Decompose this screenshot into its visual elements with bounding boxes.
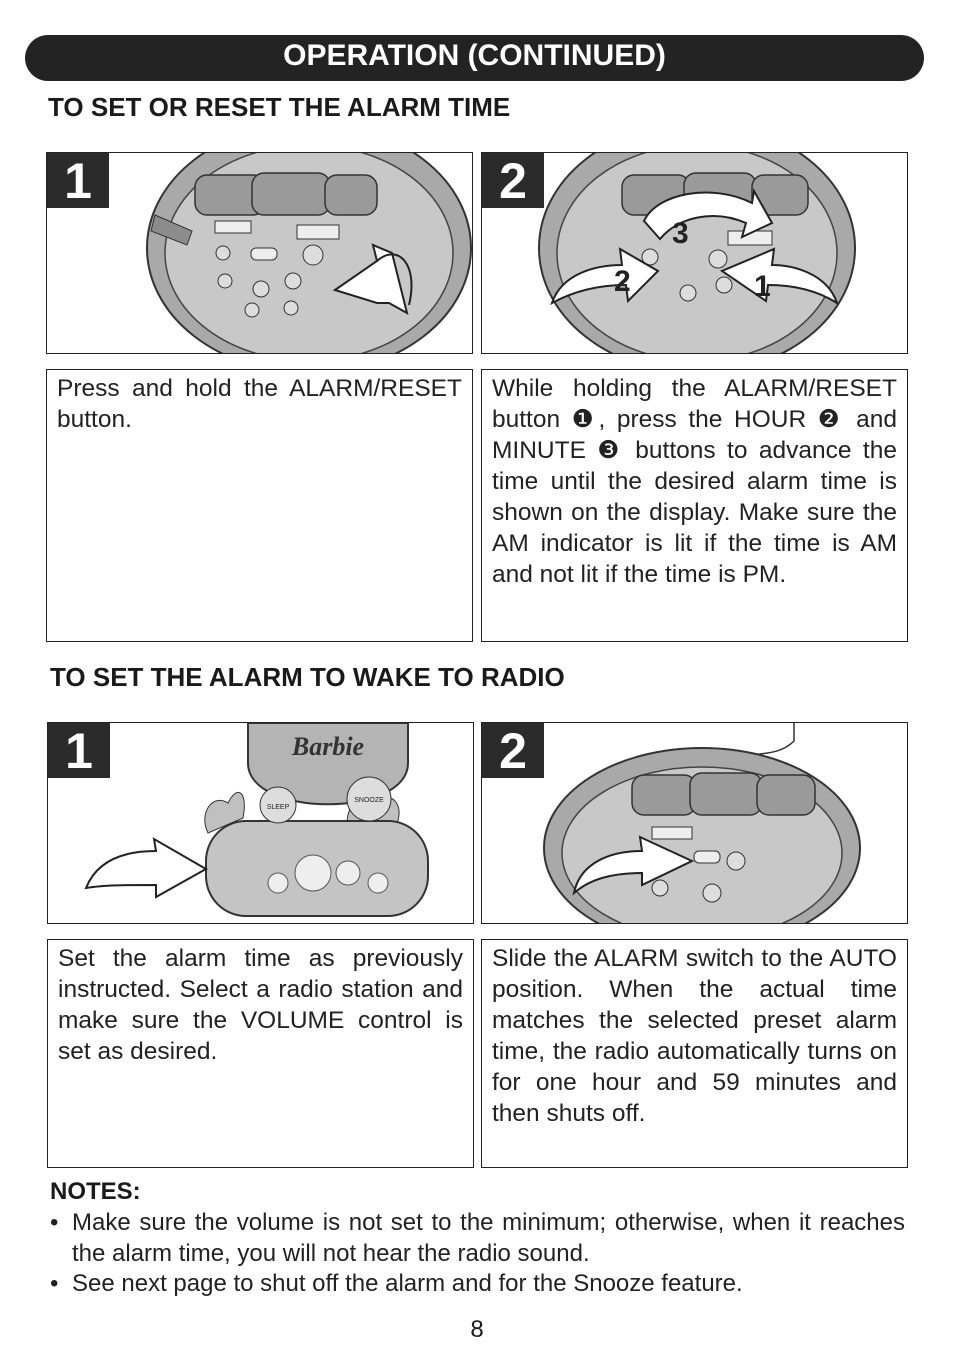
step-illustration-wake-radio-1 [47,722,474,924]
callout-number-3: 3 [672,217,689,250]
clock-radio-alarm-switch-illustration [482,723,908,924]
step-illustration-set-alarm-1 [46,152,473,354]
callout-number-1: 1 [754,270,771,303]
step-instruction-text: Set the alarm time as previously instructed. Select a radio station and make sure the VOLUME control is set as desired. [47,939,474,1168]
sleep-button-label: SLEEP [266,804,290,811]
snooze-button-label: SNOOZE [354,797,384,804]
step-number: 1 [47,153,109,208]
section-banner: OPERATION (CONTINUED) [25,35,924,81]
step-instruction-text: Slide the ALARM switch to the AUTO position. When the actual time matches the selected preset alarm time, the radio automatically turns on for one hour and 59 minutes and then shuts off. [481,939,908,1168]
clock-radio-back-arrows-illustration [482,153,908,354]
step-number: 1 [48,723,110,778]
step-number: 2 [482,723,544,778]
step-instruction-text: Press and hold the ALARM/RESET button. [46,369,473,642]
note-item [50,1207,905,1269]
note-text: See next page to shut off the alarm and for the Snooze feature. [72,1270,743,1297]
step-illustration-set-alarm-2 [481,152,908,354]
clock-radio-back-illustration [47,153,473,354]
notes-heading: NOTES: [50,1178,141,1205]
callout-number-2: 2 [614,265,631,298]
clock-radio-front-illustration [48,723,474,924]
step-illustration-wake-radio-2 [481,722,908,924]
note-item [50,1268,905,1299]
section-title-alarm-time: TO SET OR RESET THE ALARM TIME [48,92,511,122]
step-number: 2 [482,153,544,208]
page-number: 8 [470,1316,484,1343]
bullet-icon: • [50,1270,59,1297]
note-text: Make sure the volume is not set to the minimum; otherwise, when it reaches the alarm time, you will not hear the radio sound. [72,1209,905,1267]
barbie-logo: Barbie [291,732,365,761]
section-title-wake-to-radio: TO SET THE ALARM TO WAKE TO RADIO [50,662,565,692]
bullet-icon: • [50,1209,59,1236]
step-instruction-text: While holding the ALARM/RESET button ❶, press the HOUR ❷ and MINUTE ❸ buttons to advance the time until the desired alarm time is shown on the display. Make sure the AM indicator is lit if the time is AM and not lit if the time is PM. [481,369,908,642]
